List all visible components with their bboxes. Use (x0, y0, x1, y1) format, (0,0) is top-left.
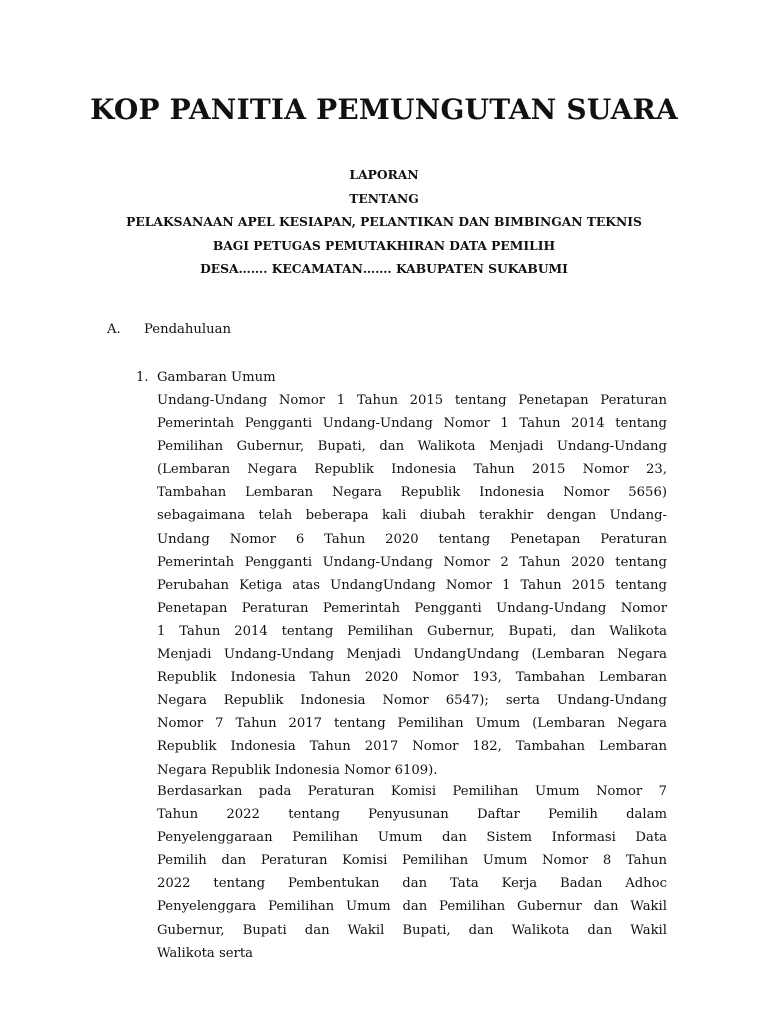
paragraph-line: Pemilih dan Peraturan Komisi Pemilihan Umum Nomor 8 Tahun (157, 853, 667, 869)
letterhead-title: KOP PANITIA PEMUNGUTAN SUARA (90, 93, 678, 126)
subsection-heading (136, 368, 276, 388)
title-line: TENTANG (349, 190, 419, 206)
paragraph-line: 1 Tahun 2014 tentang Pemilihan Gubernur, Bupati, dan Walikota (157, 623, 667, 639)
paragraph-line: Penetapan Peraturan Pemerintah Pengganti Undang-Undang Nomor (157, 600, 667, 616)
paragraph-line: Tahun 2022 tentang Penyusunan Daftar Pemilih dalam (157, 807, 667, 823)
paragraph-line: Penyelenggaraan Pemilihan Umum dan Sistem Informasi Data (157, 830, 667, 846)
paragraph-line: Negara Republik Indonesia Nomor 6547); serta Undang-Undang (157, 693, 667, 709)
paragraph-line: Undang Nomor 6 Tahun 2020 tentang Penetapan Peraturan (157, 531, 667, 547)
paragraph-line: Tambahan Lembaran Negara Republik Indonesia Nomor 5656) (157, 485, 667, 501)
paragraph-line: Berdasarkan pada Peraturan Komisi Pemilihan Umum Nomor 7 (157, 784, 667, 799)
title-line: BAGI PETUGAS PEMUTAKHIRAN DATA PEMILIH (212, 237, 556, 253)
paragraph-line: 2022 tentang Pembentukan dan Tata Kerja Badan Adhoc (157, 876, 667, 892)
section-heading (107, 320, 231, 340)
paragraph-line: Perubahan Ketiga atas UndangUndang Nomor 1 Tahun 2015 tentang (157, 577, 667, 593)
title-line: DESA……. KECAMATAN……. KABUPATEN SUKABUMI (200, 261, 568, 276)
subsection-number: 1. (136, 370, 149, 385)
paragraph-line: Pemerintah Pengganti Undang-Undang Nomor 2 Tahun 2020 tentang (157, 554, 667, 570)
section-letter: A. (107, 322, 121, 337)
paragraph-line: Nomor 7 Tahun 2017 tentang Pemilihan Umum (Lembaran Negara (157, 716, 667, 732)
paragraph-regulation (157, 780, 667, 965)
paragraph-line: sebagaimana telah beberapa kali diubah terakhir dengan Undang- (157, 508, 667, 524)
paragraph-legal-basis (157, 389, 667, 782)
paragraph-line: Pemilihan Gubernur, Bupati, dan Walikota Menjadi Undang-Undang (157, 439, 667, 455)
title-line: LAPORAN (349, 167, 419, 182)
title-line: PELAKSANAAN APEL KESIAPAN, PELANTIKAN DAN BIMBINGAN TEKNIS (126, 214, 642, 229)
section-title: Pendahuluan (144, 322, 231, 337)
paragraph-line: Republik Indonesia Tahun 2017 Nomor 182, Tambahan Lembaran (157, 739, 667, 755)
paragraph-line: Pemerintah Pengganti Undang-Undang Nomor 1 Tahun 2014 tentang (157, 416, 667, 432)
report-title (0, 163, 768, 281)
paragraph-line: Penyelenggara Pemilihan Umum dan Pemilihan Gubernur dan Wakil (157, 899, 667, 915)
paragraph-line: Republik Indonesia Tahun 2020 Nomor 193, Tambahan Lembaran (157, 670, 667, 686)
paragraph-line: Gubernur, Bupati dan Wakil Bupati, dan Walikota dan Wakil (157, 922, 667, 938)
subsection-title: Gambaran Umum (157, 370, 276, 385)
paragraph-line: Undang-Undang Nomor 1 Tahun 2015 tentang Penetapan Peraturan (157, 393, 667, 408)
paragraph-line: Negara Republik Indonesia Nomor 6109). (157, 762, 438, 778)
paragraph-line: Walikota serta (157, 945, 254, 961)
paragraph-line: Menjadi Undang-Undang Menjadi UndangUndang (Lembaran Negara (157, 647, 667, 663)
paragraph-line: (Lembaran Negara Republik Indonesia Tahun 2015 Nomor 23, (157, 462, 667, 478)
